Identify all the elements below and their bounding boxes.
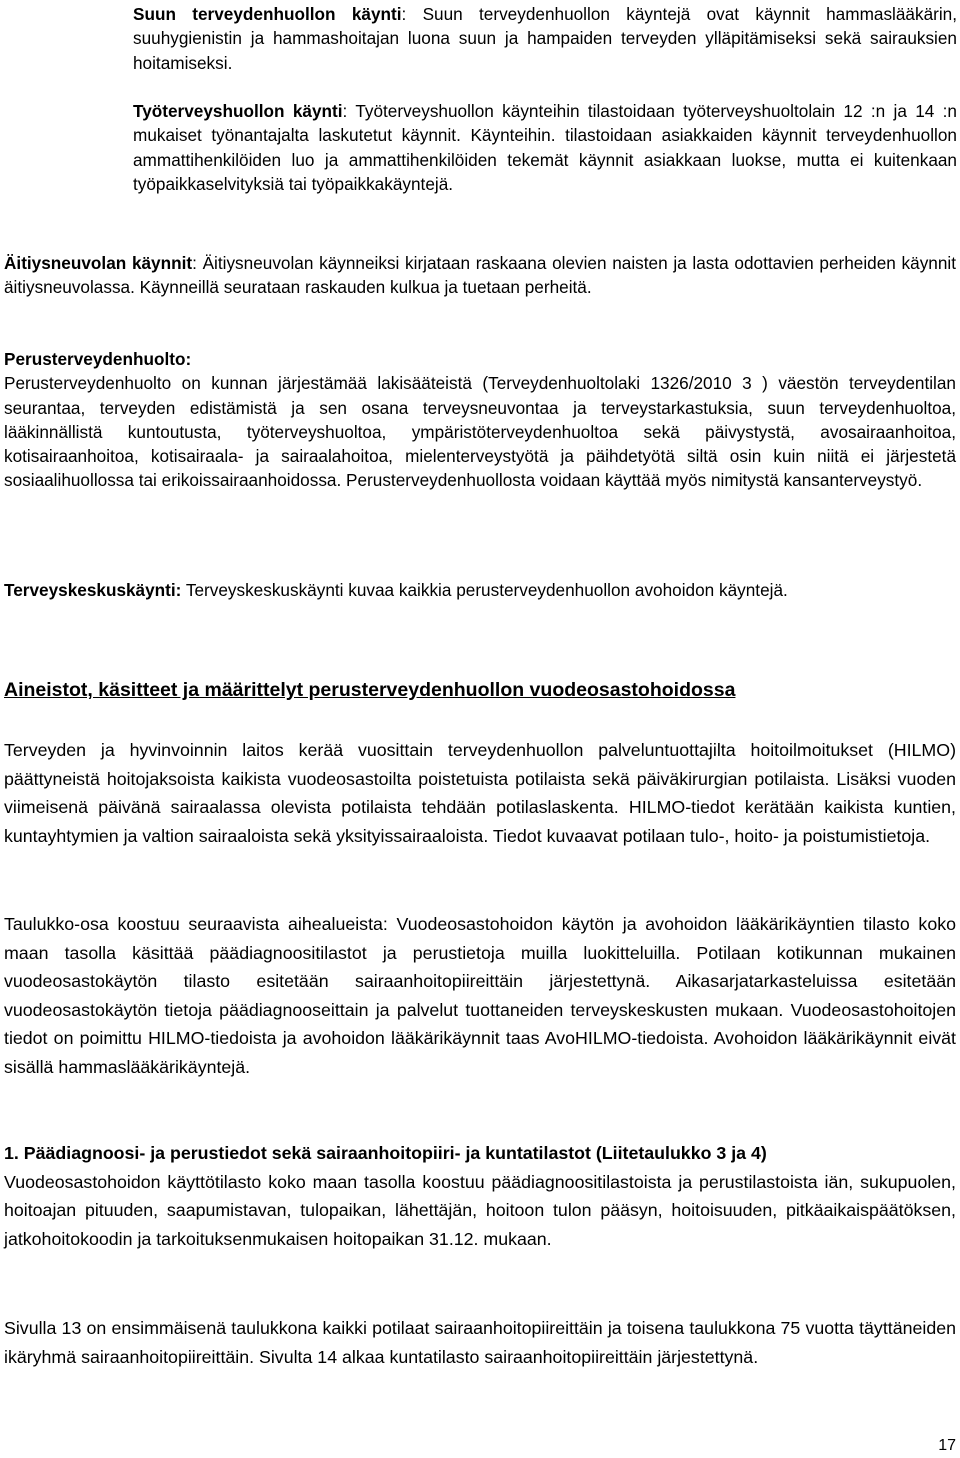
definition-terveyskeskuskaynti <box>4 578 956 602</box>
term-aitiys: Äitiysneuvolan käynnit <box>4 253 193 273</box>
paragraph-taulukko-osa: Taulukko-osa koostuu seuraavista aihealueista: Vuodeosastohoidon käytön ja avohoidon lääkärikäyntien tilasto koko maan tasolla käsittää päädiagnoositilastot ja perustietoja muilla luokitteluilla. Potilaan kotikunnan mukainen vuodeosastokäytön tilasto esitetään sairaanhoitopiireittäin järjestettynä. Aikasarjatarkasteluissa esitetään vuodeosastokäytön tietoja päädiagnooseittain ja palvelut tuottaneiden terveyskeskusten mukaan. Vuodeosastohoitojen tiedot on poimittu HILMO-tiedoista ja avohoidon lääkärikäynnit taas AvoHILMO-tiedoista. Avohoidon lääkärikäynnit eivät sisällä hammaslääkärikäyntejä. <box>4 914 956 1077</box>
text-paadiagnoosi: Vuodeosastohoidon käyttötilasto koko maan tasolla koostuu päädiagnoositilastoista ja perustilastoista iän, sukupuolen, hoitoajan pituuden, saapumistavan, tulopaikan, lähettäjän, hoitoon tulon pääsyn, hoitoisuuden, pitkäaikaispäätöksen, jatkohoitokoodin ja tarkoituksenmukaisen hoitopaikan 31.12. mukaan. <box>4 1171 956 1249</box>
paragraph-paadiagnoosi <box>4 1139 956 1253</box>
text-tyoterveys: : Työterveyshuollon käynteihin tilastoidaan työterveyshuoltolain 12 :n ja 14 :n mukaiset työnantajalta laskutetut käynnit. Käynteihin. tilastoidaan asiakkaiden käynnit terveydenhuollon ammattihenkilöiden luo ja ammattihenkilöiden tekemät käynnit asiakkaan luokse, mutta ei kuitenkaan työpaikkaselvityksiä tai työpaikkakäyntejä. <box>133 101 957 194</box>
text-terveyskeskus: Terveyskeskuskäynti kuvaa kaikkia perusterveydenhuollon avohoidon käyntejä. <box>181 580 788 600</box>
term-tyoterveys: Työterveyshuollon käynti <box>133 101 343 121</box>
term-suun: Suun terveydenhuollon käynti <box>133 4 402 24</box>
text-suun: : Suun terveydenhuollon käyntejä ovat käynnit hammaslääkärin, suuhygienistin ja hammashoitajan luona suun ja hampaiden terveyden ylläpitämiseksi sekä sairauksien hoitamiseksi. <box>133 4 957 73</box>
section-heading: Aineistot, käsitteet ja määrittelyt perusterveydenhuollon vuodeosastohoidossa <box>4 679 736 701</box>
definition-perusterveydenhuolto <box>4 347 956 493</box>
definition-aitiysneuvolan-kaynnit <box>4 251 956 300</box>
text-aitiys: : Äitiysneuvolan käynneiksi kirjataan raskaana olevien naisten ja lasta odottavien perheiden käynnit äitiysneuvolassa. Käynneillä seurataan raskauden kulkua ja tuetaan perheitä. <box>4 253 957 298</box>
term-terveyskeskus: Terveyskeskuskäynti: <box>4 580 182 600</box>
text-perus: Perusterveydenhuolto on kunnan järjestämää lakisääteistä (Terveydenhuoltolaki 1326/2010 3 ) väestön terveydentilan seurantaa, terveyden edistämistä ja sen osana terveysneuvontaa ja terveystarkastuksia, suun terveydenhuoltoa, lääkinnällistä kuntoutusta, työterveyshuoltoa, ympäristöterveydenhuoltoa sekä päivystystä, avosairaanhoitoa, kotisairaanhoitoa, kotisairaala- ja sairaalahoitoa, mielenterveystyötä ja päihdetyötä siltä osin kuin niitä ei järjestetä sosiaalihuollossa tai erikoissairaanhoidossa. Perusterveydenhuollosta voidaan käyttää myös nimitystä kansanterveystyö. <box>4 373 956 491</box>
subheading-paadiagnoosi: 1. Päädiagnoosi- ja perustiedot sekä sairaanhoitopiiri- ja kuntatilastot (Liitetaulukko 3 ja 4) <box>4 1143 767 1163</box>
paragraph-sivulla: Sivulla 13 on ensimmäisenä taulukkona kaikki potilaat sairaanhoitopiireittäin ja toisena taulukkona 75 vuotta täyttäneiden ikäryhmä sairaanhoitopiireittäin. Sivulta 14 alkaa kuntatilasto sairaanhoitopiireittäin järjestettynä. <box>4 1318 956 1367</box>
definition-tyoterveyshuollon-kaynti <box>133 99 957 196</box>
page-number: 17 <box>938 1437 956 1454</box>
definition-suun-terveydenhuollon-kaynti <box>133 2 957 75</box>
paragraph-hilmo: Terveyden ja hyvinvoinnin laitos kerää vuosittain terveydenhuollon palveluntuottajilta hoitoilmoitukset (HILMO) päättyneistä hoitojaksoista kaikista vuodeosastoilta poistetuista potilaista sekä päiväkirurgian potilaista. Lisäksi vuoden viimeisenä päivänä sairaalassa olevista potilaista tehdään potilaslaskenta. HILMO-tiedot kerätään kaikista kuntien, kuntayhtymien ja valtion sairaaloista sekä yksityissairaaloista. Tiedot kuvaavat potilaan tulo-, hoito- ja poistumistietoja. <box>4 740 956 846</box>
term-perus: Perusterveydenhuolto: <box>4 349 192 369</box>
